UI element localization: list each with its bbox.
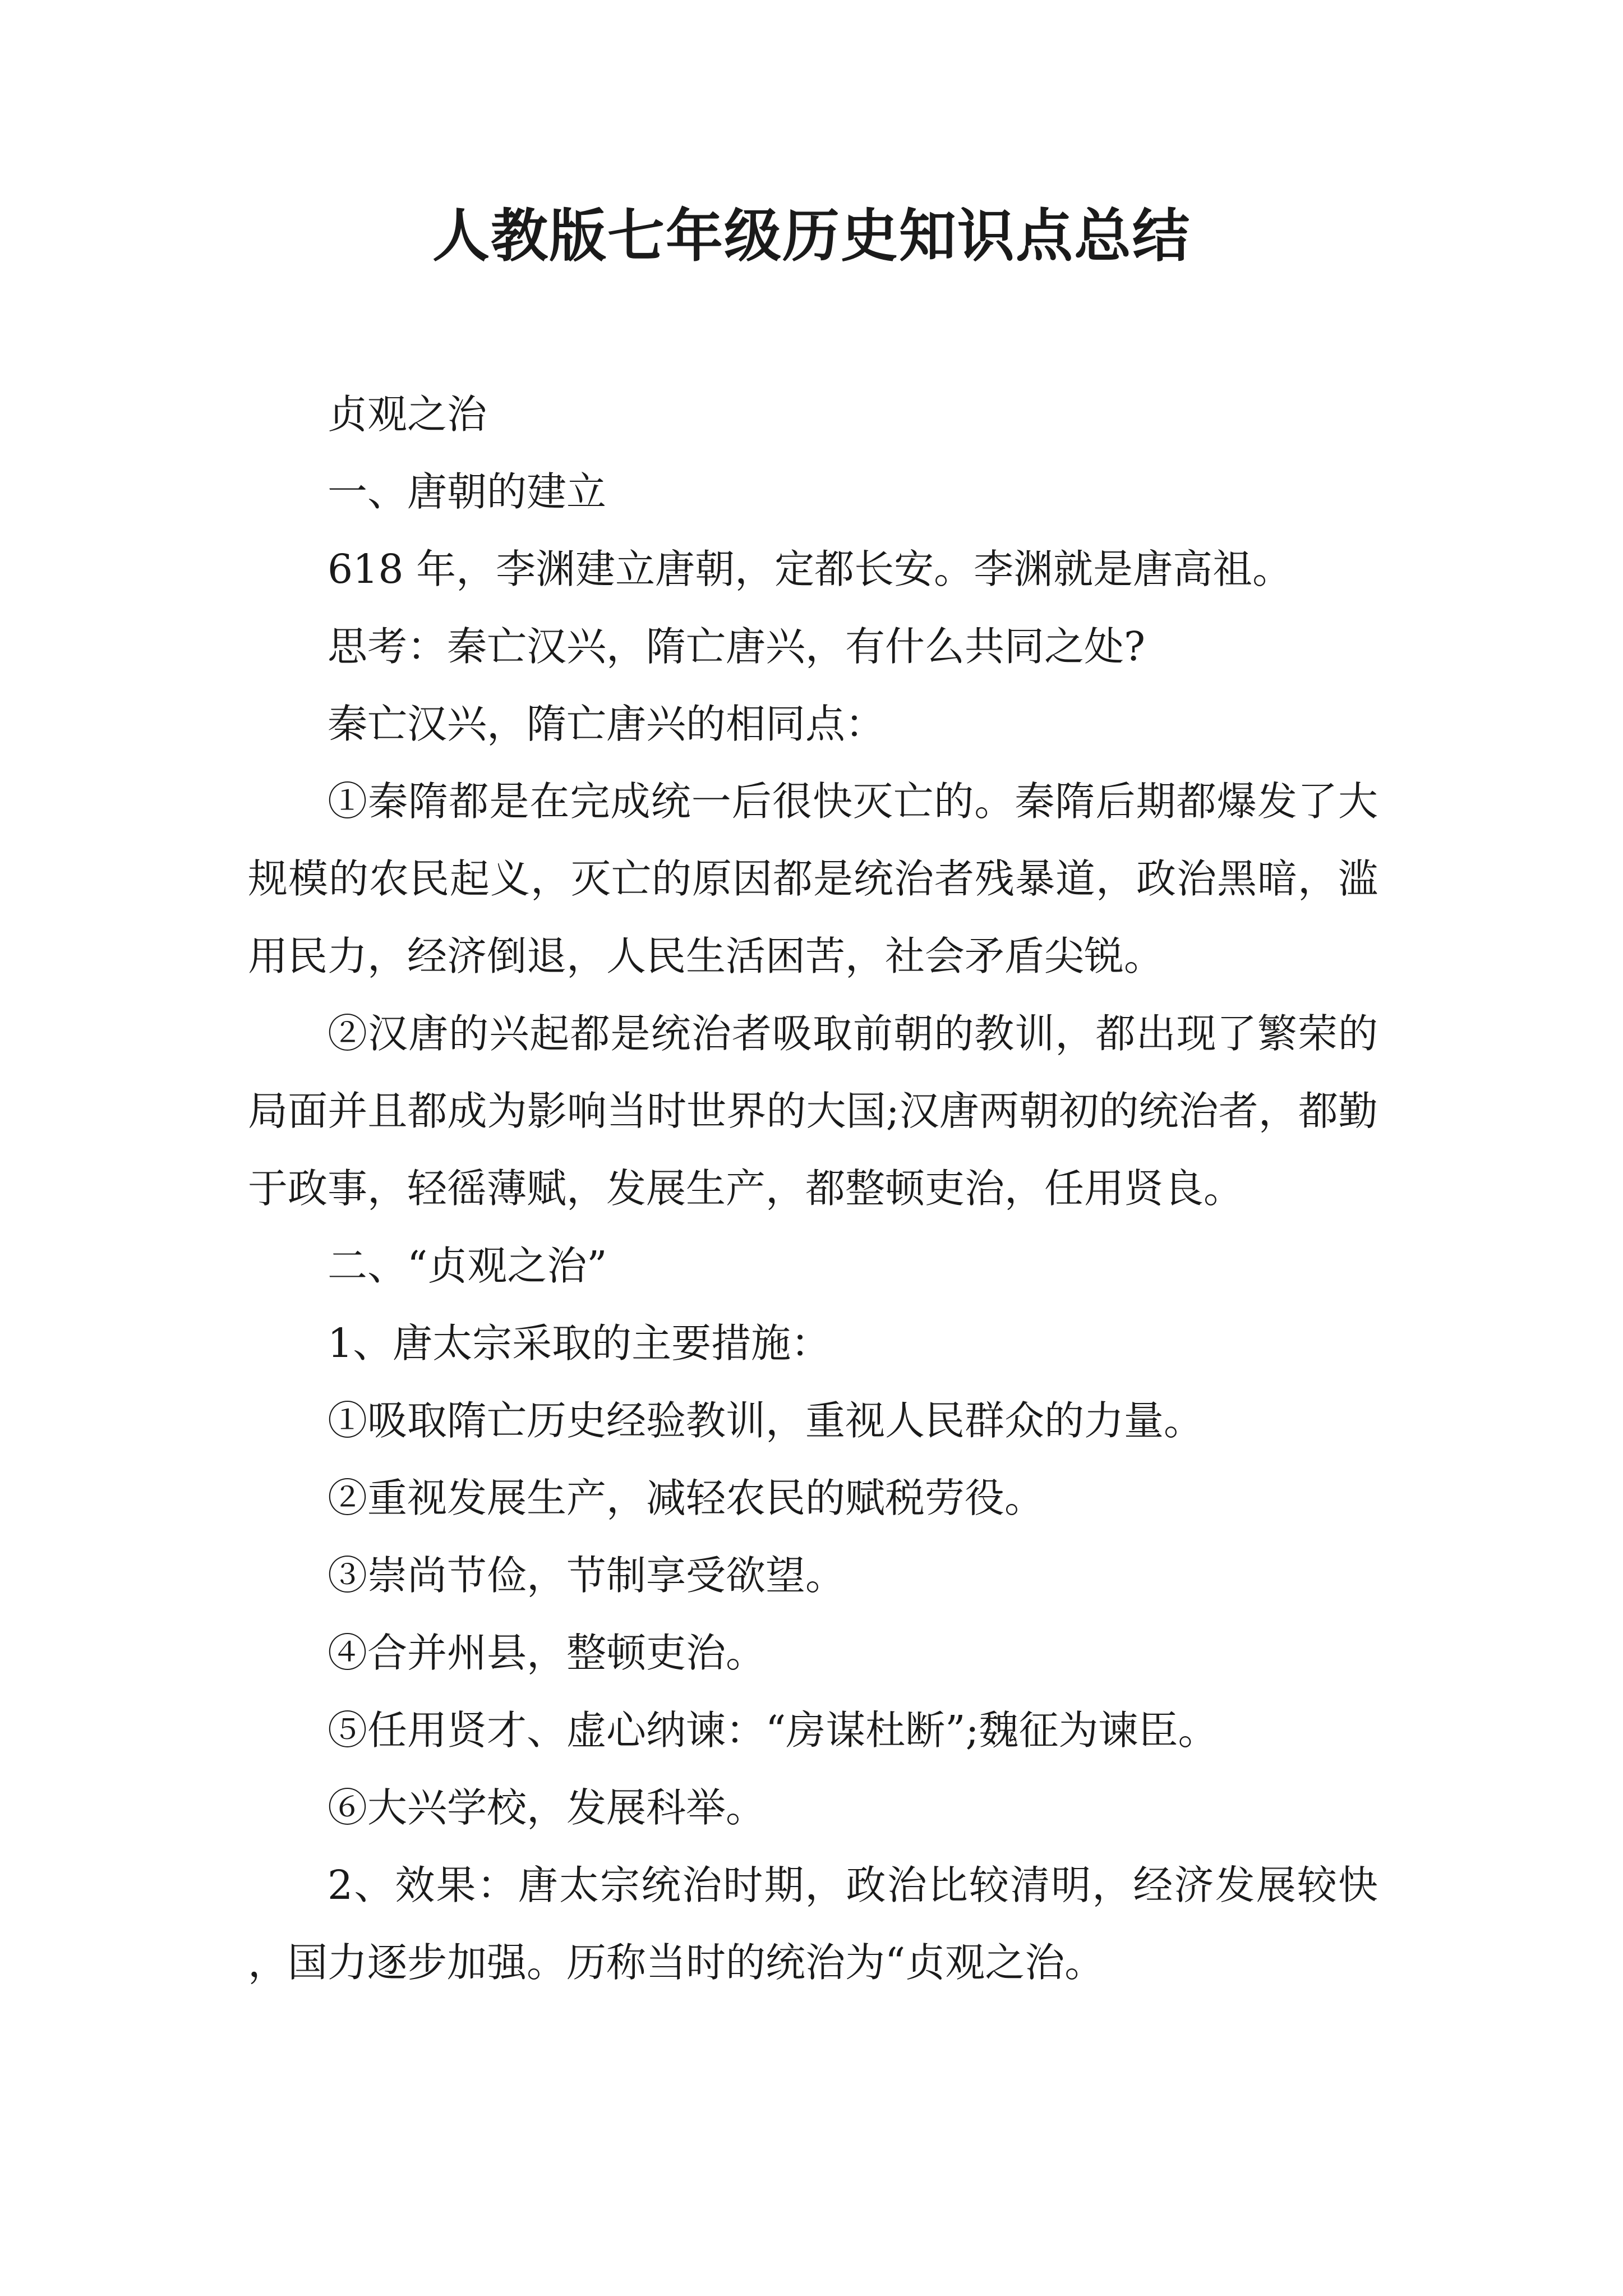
paragraph-measure-4: ④合并州县，整顿吏治。 [328,1630,766,1676]
paragraph-tang-founding: 618 年，李渊建立唐朝，定都长安。李渊就是唐高祖。 [328,546,1293,592]
paragraph-similarities-heading: 秦亡汉兴，隋亡唐兴的相同点： [328,701,886,747]
paragraph-measure-2: ②重视发展生产，减轻农民的赋税劳役。 [328,1475,1045,1521]
paragraph-measure-6: ⑥大兴学校，发展科举。 [328,1784,766,1831]
document-body [248,376,1378,2001]
paragraph-similarity-1: ①秦隋都是在完成统一后很快灭亡的。秦隋后期都爆发了大规模的农民起义，灭亡的原因都是统治者残暴道，政治黑暗，滥用民力，经济倒退，人民生活困苦，社会矛盾尖锐。 [248,778,1378,979]
paragraph-measure-3: ③崇尚节俭，节制享受欲望。 [328,1552,846,1599]
paragraph-section-heading: 贞观之治 [328,391,487,438]
paragraph-measure-5: ⑤任用贤才、虚心纳谏：“房谋杜断”;魏征为谏臣。 [328,1707,1218,1754]
paragraph-similarity-2: ②汉唐的兴起都是统治者吸取前朝的教训，都出现了繁荣的局面并且都成为影响当时世界的大国;汉唐两朝初的统治者，都勤于政事，轻徭薄赋，发展生产，都整顿吏治，任用贤良。 [248,1010,1378,1212]
paragraph-effect: 2、效果：唐太宗统治时期，政治比较清明，经济发展较快，国力逐步加强。历称当时的统治为“贞观之治。 [248,1862,1378,1986]
paragraph-subheading-zhenguan: 二、“贞观之治” [328,1243,607,1289]
document-title: 人教版七年级历史知识点总结 [432,203,1191,270]
paragraph-subheading-tang-founding: 一、唐朝的建立 [328,468,607,515]
paragraph-measures-heading: 1、唐太宗采取的主要措施： [328,1320,831,1366]
paragraph-measure-1: ①吸取隋亡历史经验教训，重视人民群众的力量。 [328,1397,1204,1444]
paragraph-question: 思考：秦亡汉兴，隋亡唐兴，有什么共同之处? [328,623,1146,670]
